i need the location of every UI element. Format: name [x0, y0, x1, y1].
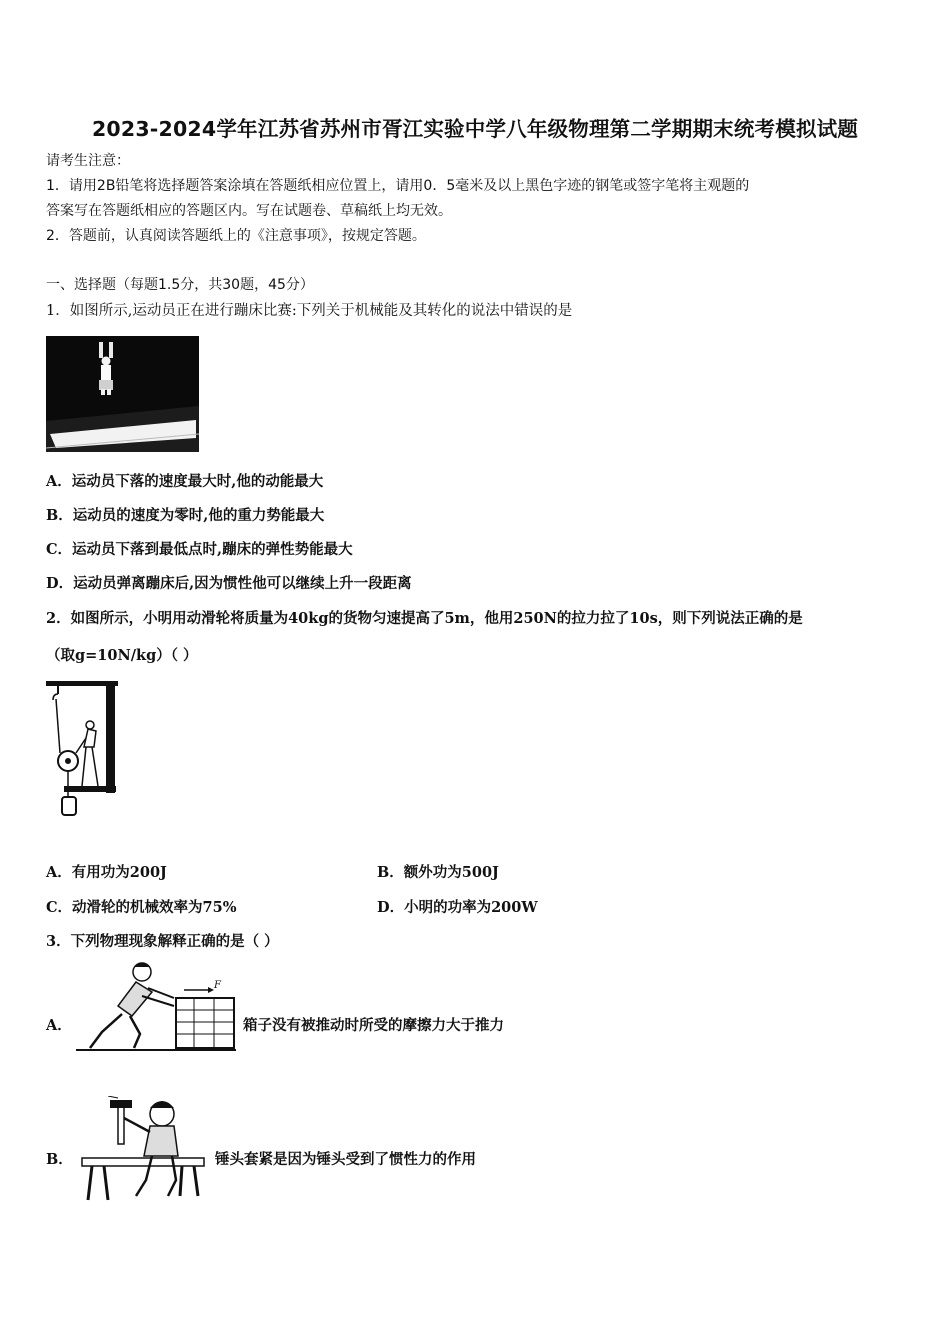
- q2-option-b[interactable]: B．额外功为500J: [377, 864, 499, 881]
- q1-option-d[interactable]: D．运动员弹离蹦床后,因为惯性他可以继续上升一段距离: [46, 575, 412, 592]
- trampoline-figure: [46, 336, 199, 452]
- q2-stem-line-1: 2．如图所示，小明用动滑轮将质量为40kg的货物匀速提高了5m，他用250N的拉力拉了10s，则下列说法正确的是: [46, 610, 803, 627]
- force-label: F: [214, 980, 221, 991]
- q3-option-a-label[interactable]: A．: [46, 1017, 72, 1034]
- q3-option-b-label[interactable]: B．: [46, 1151, 73, 1168]
- q2-option-c[interactable]: C．动滑轮的机械效率为75%: [46, 899, 237, 916]
- hammer-figure: [78, 1096, 208, 1206]
- q1-option-b[interactable]: B．运动员的速度为零时,他的重力势能最大: [46, 507, 325, 524]
- notice-line-1a: 1．请用2B铅笔将选择题答案涂填在答题纸相应位置上，请用0．5毫米及以上黑色字迹的钢笔或签字笔将主观题的: [46, 178, 750, 194]
- notice-line-1b: 答案写在答题纸相应的答题区内。写在试题卷、草稿纸上均无效。: [46, 203, 452, 219]
- document-title: 2023-2024学年江苏省苏州市胥江实验中学八年级物理第二学期期末统考模拟试题: [91, 117, 859, 141]
- q3-stem: 3．下列物理现象解释正确的是（ ）: [46, 933, 279, 950]
- pulley-figure: [44, 679, 124, 839]
- q1-stem: 1．如图所示,运动员正在进行蹦床比赛:下列关于机械能及其转化的说法中错误的是: [46, 303, 573, 319]
- push-box-figure: [76, 958, 241, 1056]
- q1-option-a[interactable]: A．运动员下落的速度最大时,他的动能最大: [46, 473, 324, 490]
- q2-option-d[interactable]: D．小明的功率为200W: [377, 899, 538, 916]
- section-heading: 一、选择题（每题1.5分，共30题，45分）: [46, 277, 314, 293]
- q1-option-c[interactable]: C．运动员下落到最低点时,蹦床的弹性势能最大: [46, 541, 353, 558]
- q2-stem-line-2: （取g=10N/kg）（ ）: [46, 647, 198, 664]
- q3-option-a-text[interactable]: 箱子没有被推动时所受的摩擦力大于推力: [243, 1017, 504, 1034]
- q2-option-a[interactable]: A．有用功为200J: [46, 864, 167, 881]
- q3-option-b-text[interactable]: 锤头套紧是因为锤头受到了惯性力的作用: [215, 1151, 476, 1168]
- notice-heading: 请考生注意：: [46, 153, 130, 169]
- notice-line-2: 2．答题前，认真阅读答题纸上的《注意事项》，按规定答题。: [46, 228, 426, 244]
